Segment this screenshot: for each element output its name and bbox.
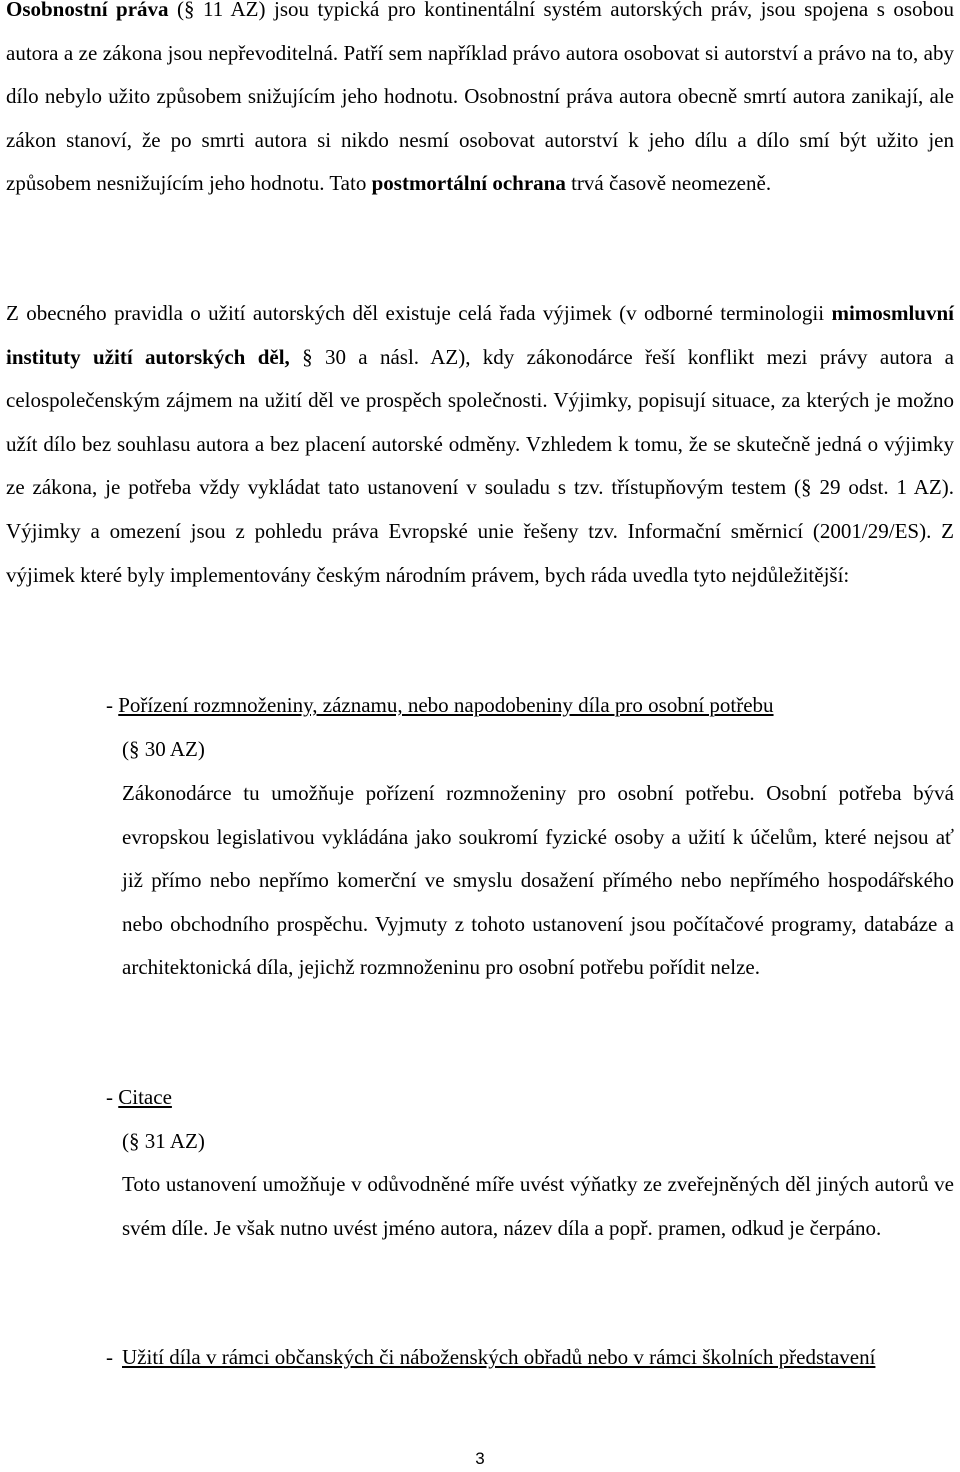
list-dash: - xyxy=(106,693,119,717)
item-section-ref: (§ 31 AZ) xyxy=(122,1129,205,1153)
list-dash: - xyxy=(106,1085,119,1109)
paragraph-text: Z obecného pravidla o užití autorských děl existuje celá řada výjimek (v odborné terminologii xyxy=(6,301,832,325)
section-ref: (§ 11 AZ) xyxy=(177,0,266,21)
term-non-contractual-institutes: mimosmluvní instituty užití autorských děl, xyxy=(6,301,954,369)
item-title-citation: Citace xyxy=(118,1085,172,1109)
paragraph-personal-rights xyxy=(6,0,954,206)
item-section-ref: (§ 30 AZ) xyxy=(122,737,205,761)
term-postmortal-protection: postmortální ochrana xyxy=(371,171,566,196)
list-item-title xyxy=(106,1336,954,1380)
item-title-ceremonies: Užití díla v rámci občanských či náboženských obřadů nebo v rámci školních představení xyxy=(122,1345,876,1369)
paragraph-text-end: trvá časově neomezeně. xyxy=(565,171,772,196)
item-description-personal-use: Zákonodárce tu umožňuje pořízení rozmnoženiny pro osobní potřebu. Osobní potřeba bývá evropskou legislativou vykládána jako soukromí fyzické osoby a užití k účelům, které nejsou ať již přímo nebo nepřímo komerční ve smyslu dosažení přímého nebo nepřímého hospodářského nebo obchodního prospěchu. Vyjmuty z tohoto ustanovení jsou počítačové programy, databáze a architektonická díla, jejichž rozmnoženinu pro osobní potřebu pořídit nelze. xyxy=(122,781,954,980)
list-item-title xyxy=(106,1076,954,1120)
list-item-title xyxy=(106,684,954,728)
item-title-personal-use: Pořízení rozmnoženiny, záznamu, nebo napodobeniny díla pro osobní potřebu xyxy=(118,693,774,717)
list-dash: - xyxy=(106,1345,113,1369)
item-description-citation: Toto ustanovení umožňuje v odůvodněné míře uvést výňatky ze zveřejněných děl jiných autorů ve svém díle. Je však nutno uvést jméno autora, název díla a popř. pramen, odkud je čerpáno. xyxy=(122,1172,954,1240)
paragraph-text-end: § 30 a násl. AZ), kdy zákonodárce řeší konflikt mezi právy autora a celospolečenským zájmem na užití děl ve prospěch společnosti. Výjimky, popisují situace, za kterých je možno užít dílo bez souhlasu autora a bez placení autorské odměny. Vzhledem k tomu, že se skutečně jedná o výjimky ze zákona, je potřeba vždy vykládat tato ustanovení v souladu s tzv. třístupňovým testem (§ 29 odst. 1 AZ). Výjimky a omezení jsou z pohledu práva Evropské unie řešeny tzv. Informační směrnicí (2001/29/ES). Z výjimek které byly implementovány českým národním právem, bych ráda uvedla tyto nejdůležitější: xyxy=(6,344,954,587)
paragraph-text: jsou typická pro kontinentální systém autorských práv, jsou spojena s osobou autora a ze zákona jsou nepřevoditelná. Patří sem například právo autora osobovat si autorství a právo na to, aby dílo nebylo užito způsobem snižujícím jeho hodnotu. Osobnostní práva autora obecně smrtí autora zanikají, ale zákon stanoví, že po smrti autora si nikdo nesmí osobovat autorství k jeho dílu a dílo smí být užito jen způsobem nesnižujícím jeho hodnotu. Tato xyxy=(6,0,955,196)
paragraph-exceptions xyxy=(6,292,954,597)
page-number: 3 xyxy=(475,1449,485,1468)
term-personal-rights: Osobnostní práva xyxy=(6,0,169,21)
